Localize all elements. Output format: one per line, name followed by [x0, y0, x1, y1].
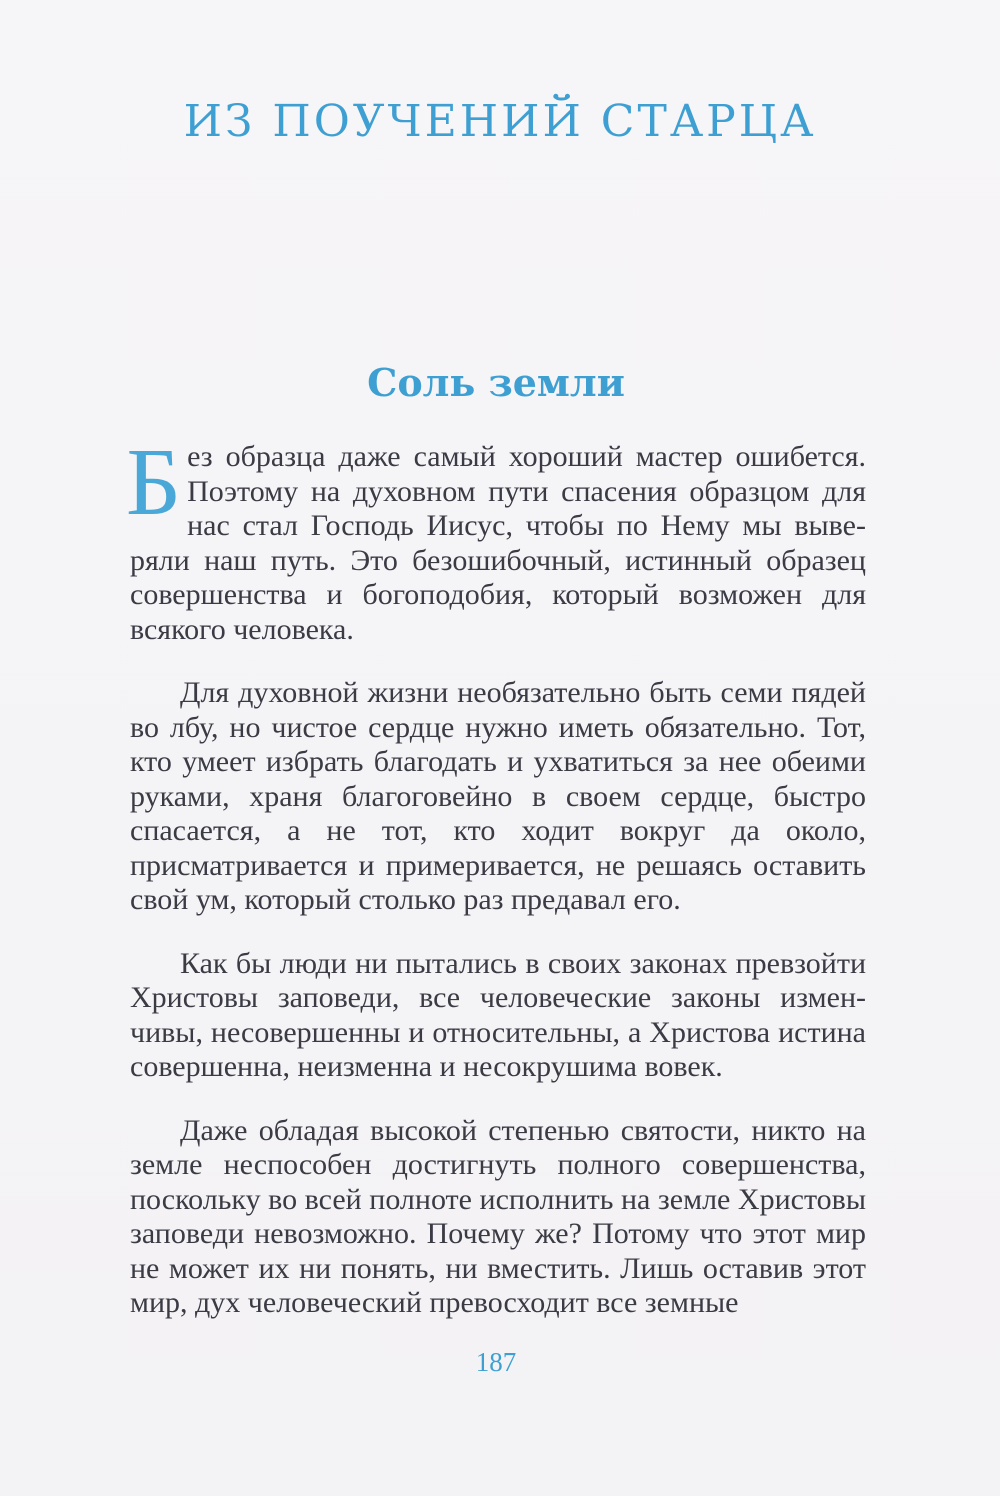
- page-number: 187: [475, 1347, 517, 1377]
- paragraph-1-text: ез образца даже самый хороший мастер ошибется. Поэтому на духовном пути спасения образцом для нас стал Господь Иисус, чтобы по Нему мы выверяли наш путь. Это безошибочный, истинный образец совершенства и богоподобия, который возможен для всякого человека.: [130, 440, 866, 646]
- chapter-title: ИЗ ПОУЧЕНИЙ СТАРЦА: [183, 96, 817, 147]
- drop-cap: Б: [126, 428, 182, 535]
- paragraph-2: Для духовной жизни необязательно быть семи пядей во лбу, но чистое сердце нужно иметь обязательно. Тот, кто умеет избрать благодать и ухватиться за нее обеими руками, храня благоговейно в своем сердце, быстро спасается, а не тот, кто ходит вокруг да около, присматривается и примеривается, не решаясь оставить свой ум, который столько раз предавал его.: [130, 676, 866, 916]
- paragraph-3: Как бы люди ни пытались в своих законах превзойти Христовы заповеди, все человеческие законы изменчивы, несовершенны и относительны, а Христова истина совершенна, неизменна и несокрушима вовек.: [130, 946, 866, 1083]
- paragraph-4: Даже обладая высокой степенью святости, никто на земле неспособен достигнуть полного совершенства, поскольку во всей полноте исполнить на земле Христовы заповеди невозможно. Почему же? Потому что этот мир не может их ни понять, ни вместить. Лишь оставив этот мир, дух человеческий превосходит все земные: [130, 1113, 866, 1319]
- body-text: [126, 428, 866, 1350]
- section-title: Соль земли: [367, 360, 625, 405]
- paragraph-1: [126, 428, 866, 647]
